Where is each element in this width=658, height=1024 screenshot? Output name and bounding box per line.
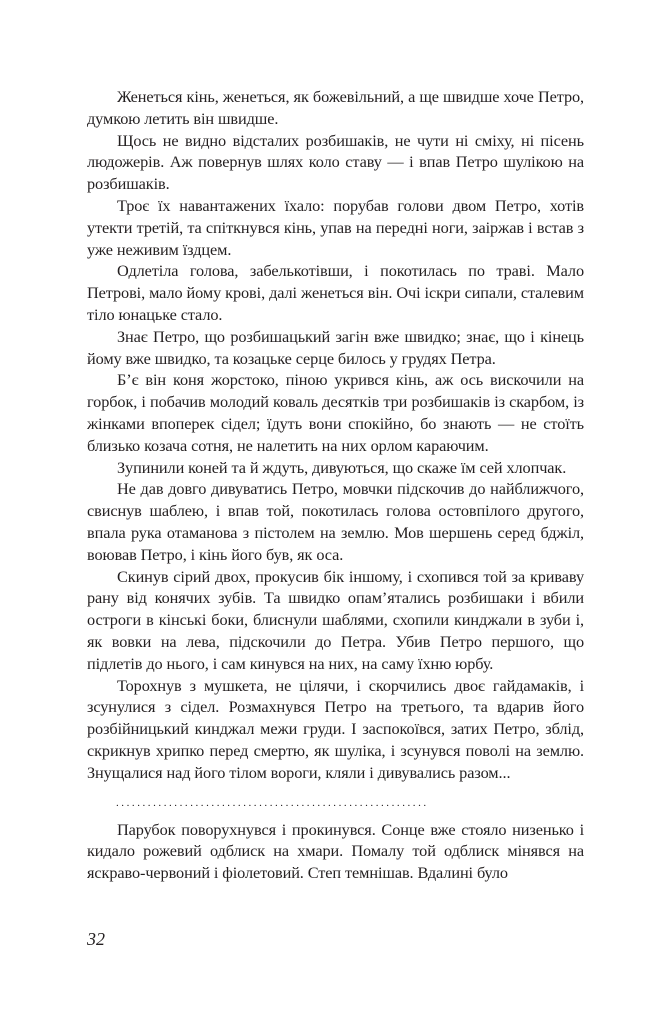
paragraph: Зупинили коней та й ждуть, дивуються, що скаже їм сей хлопчак. bbox=[117, 457, 567, 477]
paragraph: Торохнув з мушкета, не цілячи, і скорчились двоє гайдамаків, і зсунулися з сідел. Розмахнувся Петро на третього, та вдарив його розбійницький кинджал межи груди. І заспокоївся, затих Петро, зблід, скрикнув хрипко перед смертю, як шуліка, і зсунувся поволі на землю. Знущалися над його тілом вороги, кляли і дивувались разом... bbox=[87, 675, 584, 782]
paragraph: Не дав довго дивуватись Петро, мовчки підскочив до найближчого, свиснув шаблею, і впав той, покотилась голова остовпілого другого, впала рука отаманова з пістолем на землю. Мов шершень серед бджіл, воював Петро, і кінь його був, як оса. bbox=[87, 479, 584, 564]
paragraph: Женеться кінь, женеться, як божевільний, а ще швидше хоче Петро, думкою летить він швидше. bbox=[87, 87, 584, 128]
paragraph: Парубок поворухнувся і прокинувся. Сонце вже стояло низенько і кидало рожевий одблиск на хмари. Помалу той одблиск мінявся на яскраво-червоний і фіолетовий. Степ темнішав. Вдалині було bbox=[87, 819, 584, 883]
paragraph: Скинув сірий двох, прокусив бік іншому, і схопився той за криваву рану від конячих зубів. Та швидко опам’ятались розбишаки і вбили остроги в кінські боки, блиснули шаблями, схопили кинджали в зуби і, як вовки на лева, підскочили до Петра. Убив Петро першого, що підлетів до нього, і сам кинувся на них, на саму їхню юрбу. bbox=[87, 566, 584, 673]
section-separator: ........................................................... bbox=[116, 796, 429, 809]
page-body bbox=[87, 86, 584, 884]
page-number: 32 bbox=[87, 929, 105, 949]
paragraph: Одлетіла голова, забелькотівши, і покотилась по траві. Мало Петрові, мало йому крові, далі женеться він. Очі іскри сипали, сталевим тіло юнацьке стало. bbox=[87, 261, 584, 324]
paragraph: Щось не видно відсталих розбишаків, не чути ні сміху, ні пісень людожерів. Аж повернув шлях коло ставу — і впав Петро шулікою на розбишаків. bbox=[87, 130, 584, 194]
paragraph: Б’є він коня жорстоко, піною укрився кінь, аж ось вискочили на горбок, і побачив молодий коваль десятків три розбишаків із скарбом, із жінками впоперек сідел; їдуть вони спокійно, бо знають — не стоїть близько козача сотня, не налетить на них орлом караючим. bbox=[87, 370, 584, 455]
paragraph: Троє їх навантажених їхало: порубав голови двом Петро, хотів утекти третій, та спіткнувся кінь, упав на передні ноги, заіржав і встав з уже неживим їздцем. bbox=[87, 195, 584, 259]
paragraph: Знає Петро, що розбишацький загін вже швидко; знає, що і кінець йому вже швидко, та козацьке серце билось у грудях Петра. bbox=[87, 326, 584, 368]
